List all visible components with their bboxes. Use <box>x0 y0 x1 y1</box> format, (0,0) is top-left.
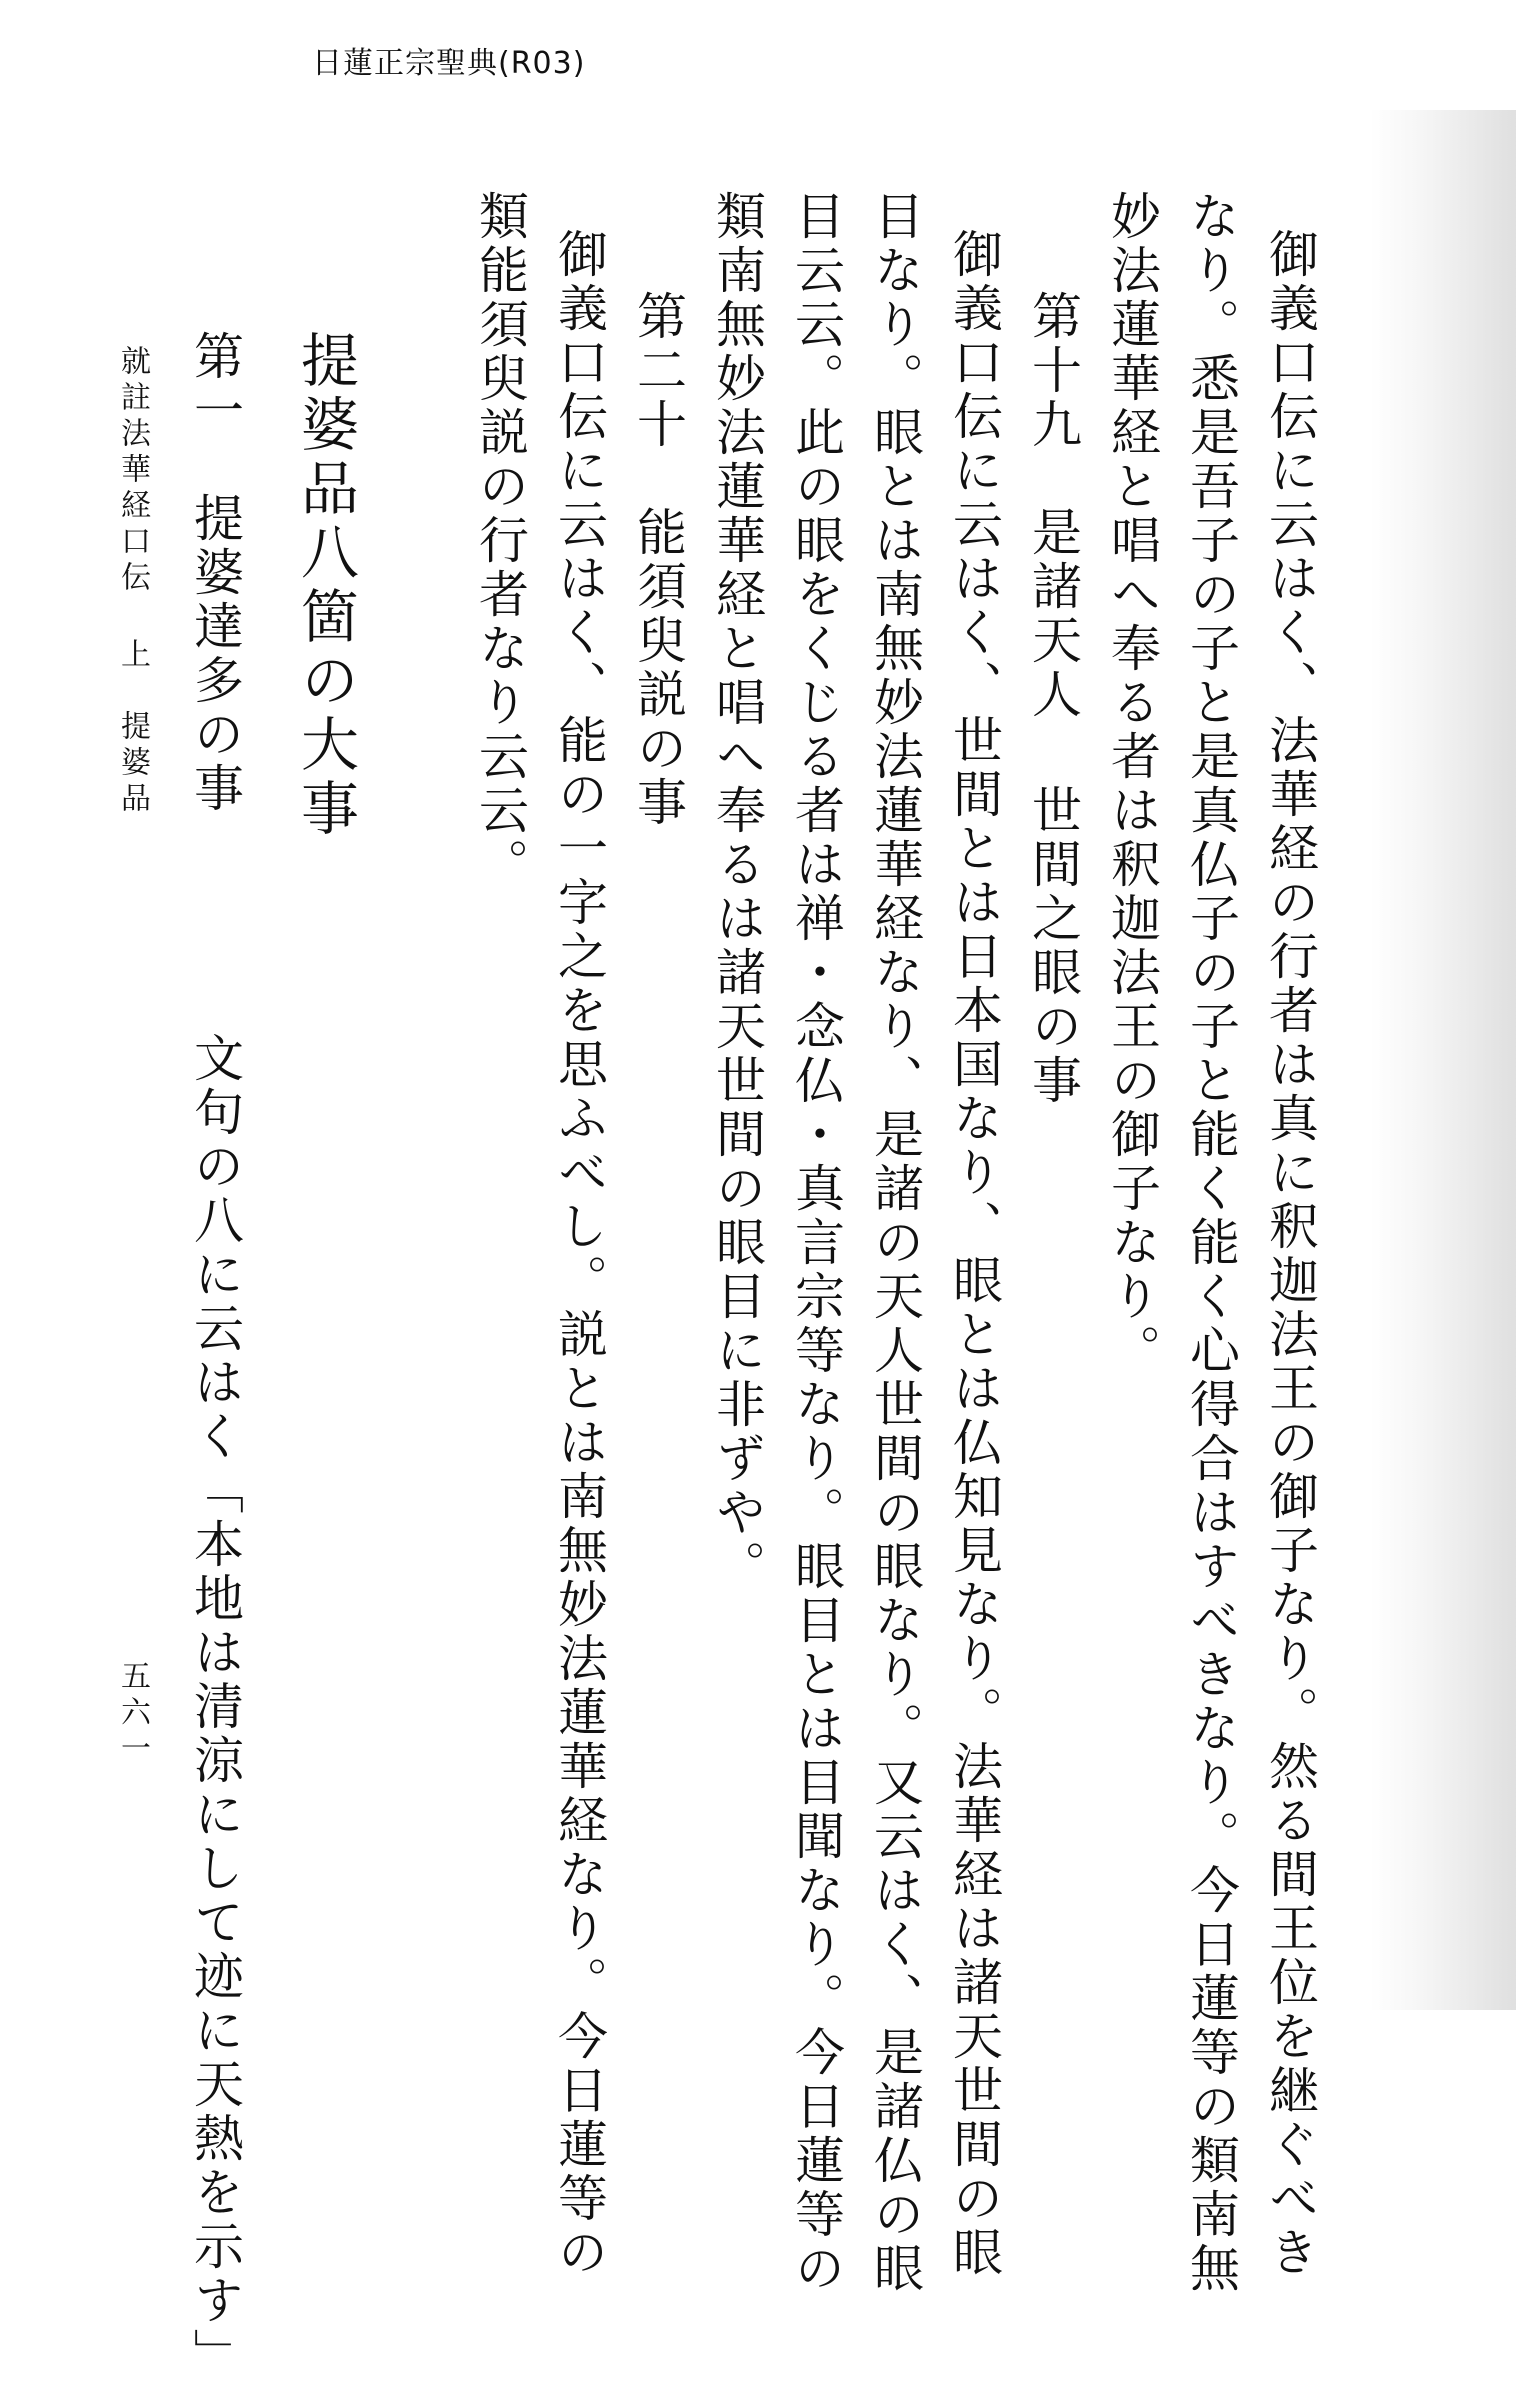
text-column-8: 類南無妙法蓮華経と唱へ奉るは諸天世間の眼目に非ずや。 <box>708 190 766 1594</box>
text-column-3: 妙法蓮華経と唱へ奉る者は釈迦法王の御子なり。 <box>1103 190 1161 1378</box>
section-heading-1: 第一 提婆達多の事 文句の八に云はく「本地は清涼にして迹に天熱を示す」 <box>186 330 244 2382</box>
page-number: 五六一 <box>115 1660 150 1768</box>
section-heading-20: 第二十 能須臾説の事 <box>629 290 687 830</box>
text-column-10: 御義口伝に云はく、能の一字之を思ふべし。説とは南無妙法蓮華経なり。今日蓮等の <box>550 228 608 2280</box>
text-column-5: 御義口伝に云はく、世間とは日本国なり、眼とは仏知見なり。法華経は諸天世間の眼 <box>945 228 1003 2280</box>
text-column-7: 目云云。此の眼をくじる者は禅・念仏・真言宗等なり。眼目とは目聞なり。今日蓮等の <box>787 190 845 2296</box>
scan-shadow <box>1370 110 1516 2010</box>
text-column-11: 類能須臾説の行者なり云云。 <box>471 190 529 892</box>
page-header: 日蓮正宗聖典(R03) <box>312 46 586 81</box>
text-column-6: 目なり。眼とは南無妙法蓮華経なり、是諸の天人世間の眼なり。又云はく、是諸仏の眼 <box>866 190 924 2296</box>
footer-book-title: 就註法華経口伝 上 提婆品 <box>115 345 150 818</box>
text-column-2: なり。悉是吾子の子と是真仏子の子と能く能く心得合はすべきなり。今日蓮等の類南無 <box>1182 190 1240 2296</box>
section-heading-19: 第十九 是諸天人 世間之眼の事 <box>1024 290 1082 1108</box>
chapter-title: 提婆品八箇の大事 <box>291 330 359 842</box>
text-column-1: 御義口伝に云はく、法華経の行者は真に釈迦法王の御子なり。然る間王位を継ぐべき <box>1261 228 1319 2280</box>
